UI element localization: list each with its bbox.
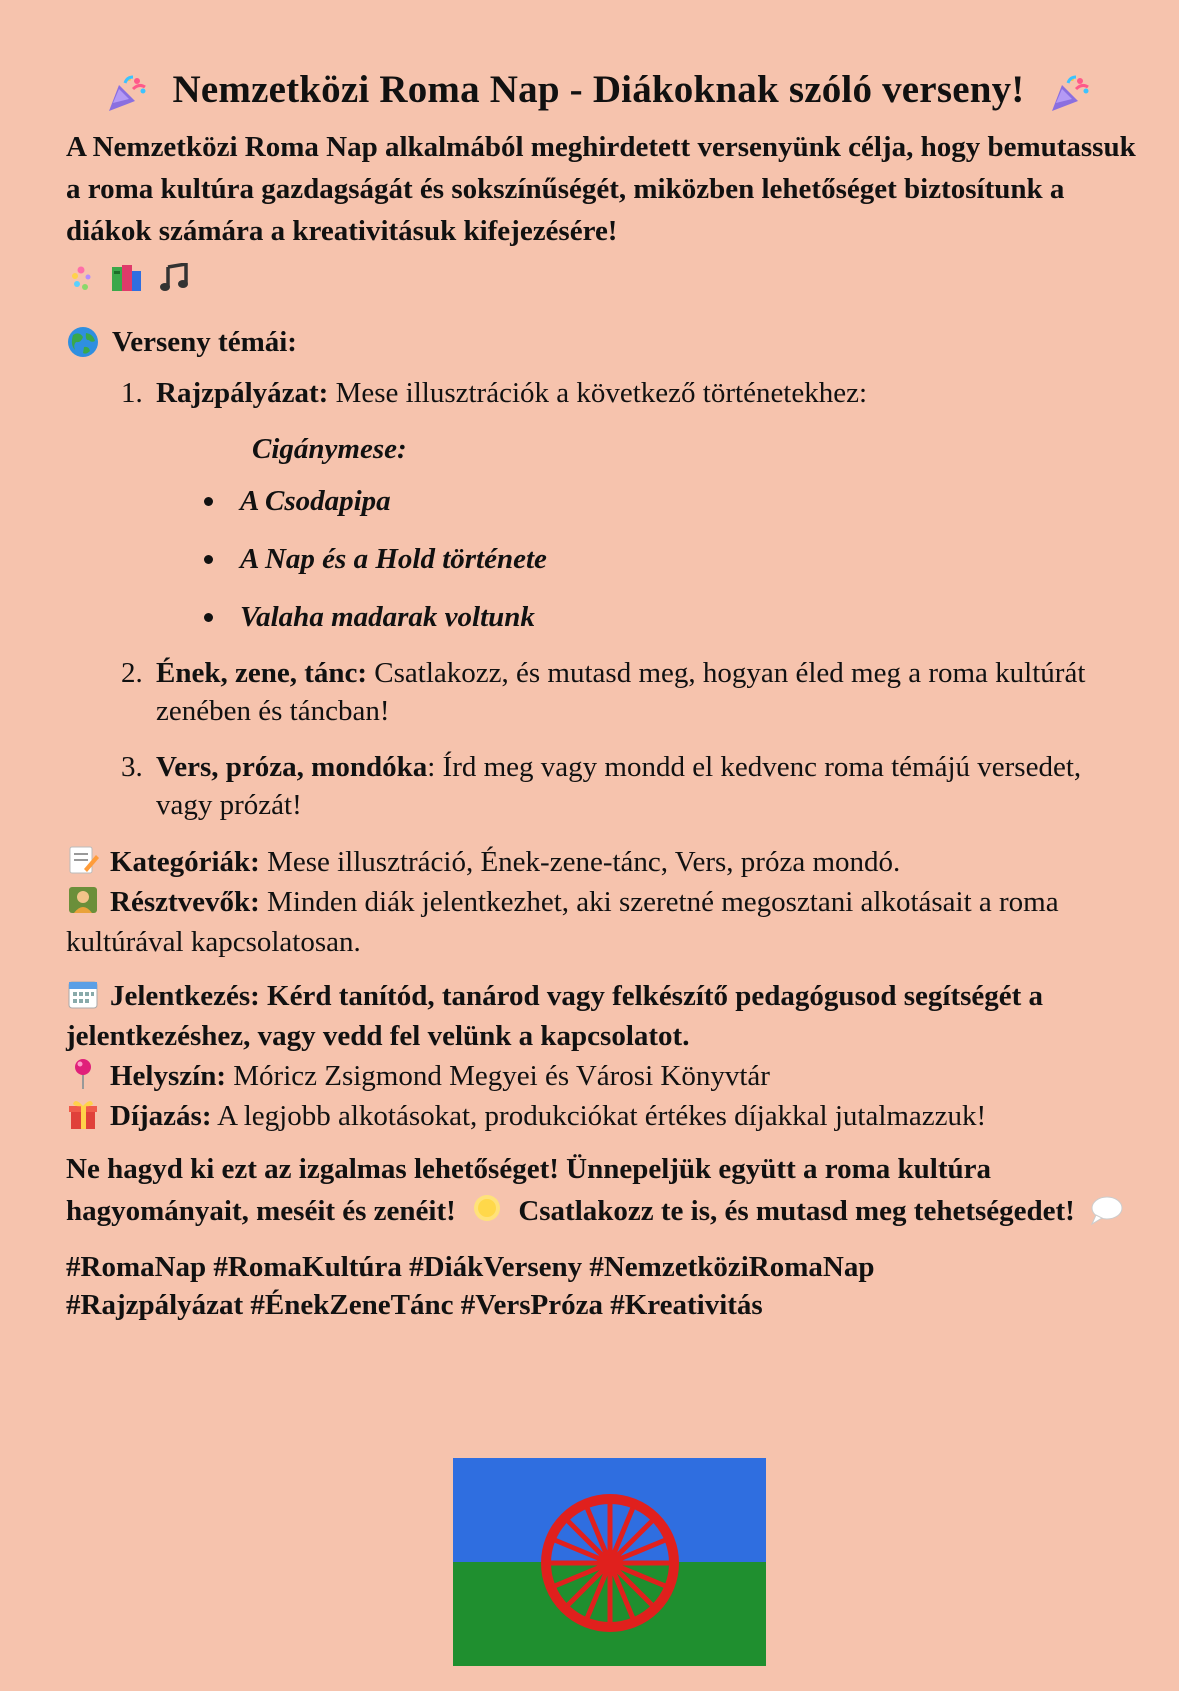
participants-row (66, 882, 1141, 962)
prize-text: A legjobb alkotásokat, produkciókat értékes díjakkal jutalmazzuk! (211, 1100, 987, 1132)
categories-row (66, 842, 1141, 882)
venue-label: Helyszín: (110, 1060, 226, 1092)
topics-heading (66, 320, 1141, 364)
globe-icon (66, 325, 100, 359)
memo-icon (66, 843, 100, 877)
topic-label: Vers, próza, mondóka (156, 751, 428, 783)
tale-collection-title: Cigánymese: (252, 433, 407, 465)
story-item: A Csodapipa (240, 482, 1141, 520)
gift-icon (66, 1097, 100, 1131)
topic-label: Rajzpályázat: (156, 377, 329, 409)
registration-label: Jelentkezés: (110, 980, 260, 1012)
venue-row (66, 1056, 1141, 1096)
prize-label: Díjazás: (110, 1100, 212, 1132)
topic-text: Csatlakozz, és mutasd meg, hogyan éled meg a roma kultúrát zenében és táncban! (156, 657, 1086, 727)
topic-item (150, 654, 1141, 730)
registration-text: Kérd tanítód, tanárod vagy felkészítő pedagógusod segítségét a jelentkezéshez, vagy vedd fel velünk a kapcsolatot. (66, 980, 1044, 1052)
categories-label: Kategóriák: (110, 846, 260, 878)
story-item: Valaha madarak voltunk (240, 598, 1141, 636)
romani-flag-image (453, 1458, 766, 1666)
palette-icon (66, 263, 96, 293)
participants-text: Minden diák jelentkezhet, aki szeretné megosztani alkotásait a roma kultúrával kapcsolatosan. (66, 886, 1059, 958)
hashtags-line: #RomaNap #RomaKultúra #DiákVerseny #NemzetköziRomaNap (66, 1251, 875, 1283)
topics-heading-text: Verseny témái: (112, 326, 297, 358)
post-title (56, 60, 1141, 120)
topic-text: : Írd meg vagy mondd el kedvenc roma témájú versedet, vagy prózát! (156, 751, 1082, 821)
closing-text-2: Csatlakozz te is, és mutasd meg tehetségedet! (518, 1195, 1075, 1227)
topic-item (150, 748, 1141, 824)
intro-paragraph: A Nemzetközi Roma Nap alkalmából meghirdetett versenyünk célja, hogy bemutassuk a roma kultúra gazdagságát és sokszínűségét, miközben lehetőséget biztosítunk a diákok számára a kreativitásuk kifejezésére! (66, 131, 1136, 247)
topic-text: Mese illusztrációk a következő történetekhez: (328, 377, 868, 409)
calendar-icon (66, 977, 100, 1011)
info-block-2 (66, 976, 1141, 1136)
venue-text: Móricz Zsigmond Megyei és Városi Könyvtár (226, 1060, 770, 1092)
post-content (66, 60, 1141, 1324)
books-icon (110, 263, 144, 293)
closing-text-1: Ne hagyd ki ezt az izgalmas lehetőséget! Ünnepeljük együtt a roma kultúra hagyományait, meséit és zenéit! (66, 1153, 991, 1227)
closing-paragraph (66, 1148, 1141, 1232)
prize-row (66, 1096, 1141, 1136)
story-list (156, 482, 1141, 636)
hashtags (66, 1248, 1141, 1324)
topic-item (150, 374, 1141, 636)
student-icon (66, 883, 100, 917)
participants-label: Résztvevők: (110, 886, 260, 918)
speech-bubble-icon (1088, 1194, 1124, 1226)
registration-row (66, 976, 1141, 1056)
topic-label: Ének, zene, tánc: (156, 657, 368, 689)
post-title-text: Nemzetközi Roma Nap - Diákoknak szóló verseny! (172, 68, 1025, 111)
categories-text: Mese illusztráció, Ének-zene-tánc, Vers, próza mondó. (259, 846, 901, 878)
story-item: A Nap és a Hold története (240, 540, 1141, 578)
intro-icons (66, 256, 1141, 300)
topics-list (66, 374, 1141, 824)
party-popper-icon (1048, 73, 1092, 113)
hashtags-line: #Rajzpályázat #ÉnekZeneTánc #VersPróza #Kreativitás (66, 1289, 763, 1321)
info-block-1 (66, 842, 1141, 962)
pushpin-icon (66, 1057, 100, 1091)
music-notes-icon (158, 263, 192, 293)
party-popper-icon (105, 73, 149, 113)
sun-icon (469, 1192, 505, 1224)
